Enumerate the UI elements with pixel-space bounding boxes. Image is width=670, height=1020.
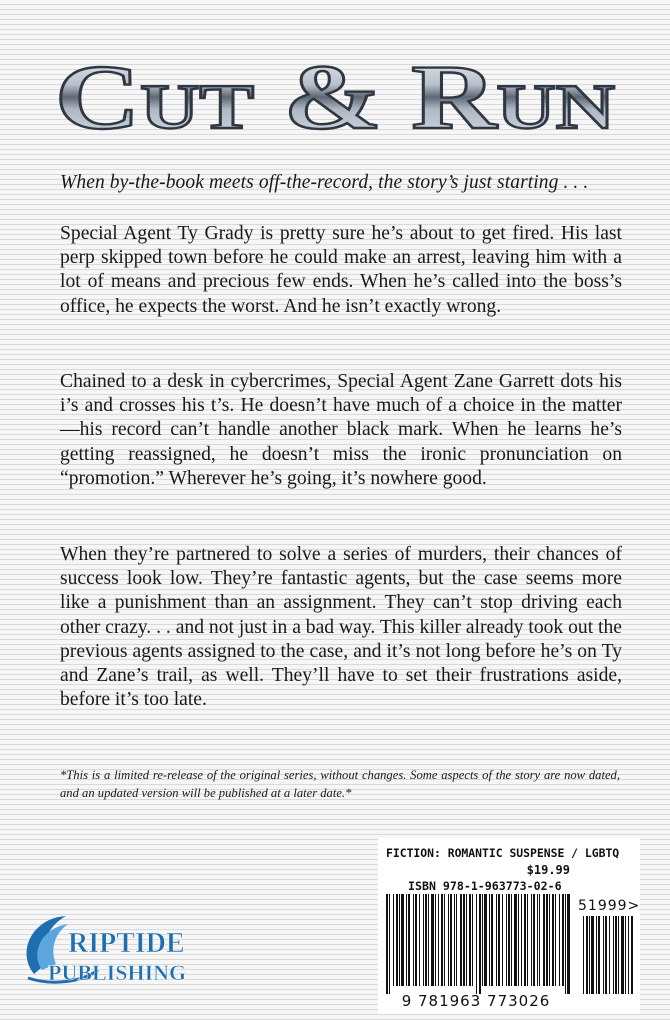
- barcode-bar: [476, 894, 477, 994]
- barcode-number: 9 781963 773026: [401, 992, 551, 1010]
- barcode-addon-bar: [583, 916, 584, 994]
- barcode-bar: [531, 894, 532, 986]
- barcode-bar: [482, 894, 483, 986]
- barcode-bar: [484, 894, 487, 986]
- barcode-bar: [466, 894, 467, 986]
- barcode-bar: [539, 894, 540, 986]
- barcode-addon-bar: [589, 916, 590, 994]
- publisher-logo: [22, 912, 200, 992]
- barcode-addon-bar: [598, 916, 600, 994]
- barcode-bar: [399, 894, 400, 986]
- book-title-text: Cut & Run: [55, 46, 615, 148]
- barcode-bar: [428, 894, 429, 986]
- barcode-bar: [565, 894, 566, 994]
- barcode-addon-bar: [613, 916, 614, 994]
- barcode-bar: [567, 894, 570, 994]
- barcode-bar: [521, 894, 522, 986]
- barcode-bar: [456, 894, 457, 986]
- barcode-bar: [543, 894, 545, 986]
- barcode-bar: [441, 894, 443, 986]
- barcode-bar: [448, 894, 449, 986]
- barcode-bar: [472, 894, 473, 986]
- barcode-bar: [460, 894, 462, 986]
- barcode-bar: [406, 894, 407, 986]
- barcode-bar: [386, 894, 388, 994]
- barcode-bar: [401, 894, 404, 986]
- barcode-bar: [423, 894, 424, 986]
- barcode-addon-bar: [609, 916, 610, 994]
- barcode-bar: [555, 894, 556, 986]
- barcode-bar: [527, 894, 528, 986]
- barcode-addon-bar: [625, 916, 626, 994]
- barcode-addon-bar: [596, 916, 597, 994]
- barcode-bar: [463, 894, 465, 986]
- barcode-addon-bar: [621, 916, 624, 994]
- barcode-addon-number: 51999>: [578, 898, 641, 914]
- barcode-bar: [498, 894, 500, 986]
- barcode-bar: [444, 894, 445, 986]
- wave-icon: [22, 912, 200, 992]
- barcode-addon-bar: [586, 916, 588, 994]
- barcode-bar: [524, 894, 526, 986]
- blurb-paragraph-1: Special Agent Ty Grady is pretty sure he’s about to get fired. His last perp skipped town before he could make an arrest, leaving him with a lot of means and precious few ends. When he’s called into the boss’s office, he expects the worst. And he isn’t exactly wrong.: [60, 223, 622, 317]
- barcode-bar: [562, 894, 564, 986]
- barcode-addon-bar: [631, 916, 633, 994]
- barcode-bar: [415, 894, 417, 986]
- barcode-bar: [489, 894, 490, 986]
- barcode-bar: [438, 894, 439, 986]
- barcode-bar: [552, 894, 554, 986]
- barcode-bar: [396, 894, 398, 986]
- barcode-bar: [511, 894, 512, 986]
- book-title: [0, 38, 670, 148]
- barcode-bar: [435, 894, 436, 986]
- barcode-bar: [506, 894, 507, 986]
- barcode-bar: [389, 894, 390, 994]
- barcode-addon-bar: [615, 916, 617, 994]
- barcode-bar: [454, 894, 455, 986]
- barcode-addon-bar: [618, 916, 619, 994]
- barcode-addon-bar: [628, 916, 629, 994]
- barcode-bar: [559, 894, 560, 986]
- re-release-note: *This is a limited re-release of the original series, without changes. Some aspects of the story are now dated, and an updated version will be published at a later date.*: [60, 768, 620, 800]
- barcode-bar: [514, 894, 517, 986]
- bisac-category: FICTION: ROMANTIC SUSPENSE / LGBTQ: [386, 846, 620, 860]
- barcode-bar: [537, 894, 538, 986]
- barcode-bar: [546, 894, 548, 986]
- barcode-bar: [469, 894, 471, 986]
- barcode-addon-bar: [603, 916, 604, 994]
- barcode-addon-bar: [591, 916, 594, 994]
- barcode-bar: [419, 894, 420, 986]
- barcode-bar: [496, 894, 497, 986]
- barcode-bar: [425, 894, 427, 986]
- price: $19.99: [526, 863, 570, 877]
- barcode-bar: [450, 894, 452, 986]
- barcode-bar: [508, 894, 510, 986]
- barcode-bar: [479, 894, 481, 994]
- barcode-bar: [408, 894, 410, 986]
- barcode-bar: [549, 894, 550, 986]
- barcode-box: [378, 838, 640, 1014]
- barcode-bar: [533, 894, 535, 986]
- barcode-addon-bar: [605, 916, 607, 994]
- blurb-paragraph-3: When they’re partnered to solve a series of murders, their chances of success look low. They’re fantastic agents, but the case seems more like a punishment than an assignment. They can’t stop driving each other crazy. . . and not just in a bad way. This killer already took out the previous agents assigned to the case, and it’s not long before he’s on Ty and Zane’s trail, as well. They’ll have to set their frustrations aside, before it’s too late.: [60, 544, 622, 711]
- barcode-bar: [518, 894, 519, 986]
- barcode-bar: [393, 894, 394, 986]
- publisher-name-line1: RIPTIDE: [68, 928, 185, 959]
- isbn: ISBN 978-1-963773-02-6: [408, 879, 562, 893]
- publisher-name-line2: PUBLISHING: [48, 960, 187, 985]
- barcode-bar: [413, 894, 414, 986]
- blurb-paragraph-2: Chained to a desk in cybercrimes, Special Agent Zane Garrett dots his i’s and crosses his t’s. He doesn’t have much of a choice in the matter—his record can’t handle another black mark. When he learns he’s getting reassigned, he doesn’t miss the ironic pronunciation on “promotion.” Wherever he’s going, it’s nowhere good.: [60, 371, 622, 489]
- barcode-bar: [431, 894, 434, 986]
- barcode-bar: [491, 894, 493, 986]
- barcode-bar: [502, 894, 503, 986]
- tagline: When by-the-book meets off-the-record, the story’s just starting . . .: [60, 172, 589, 193]
